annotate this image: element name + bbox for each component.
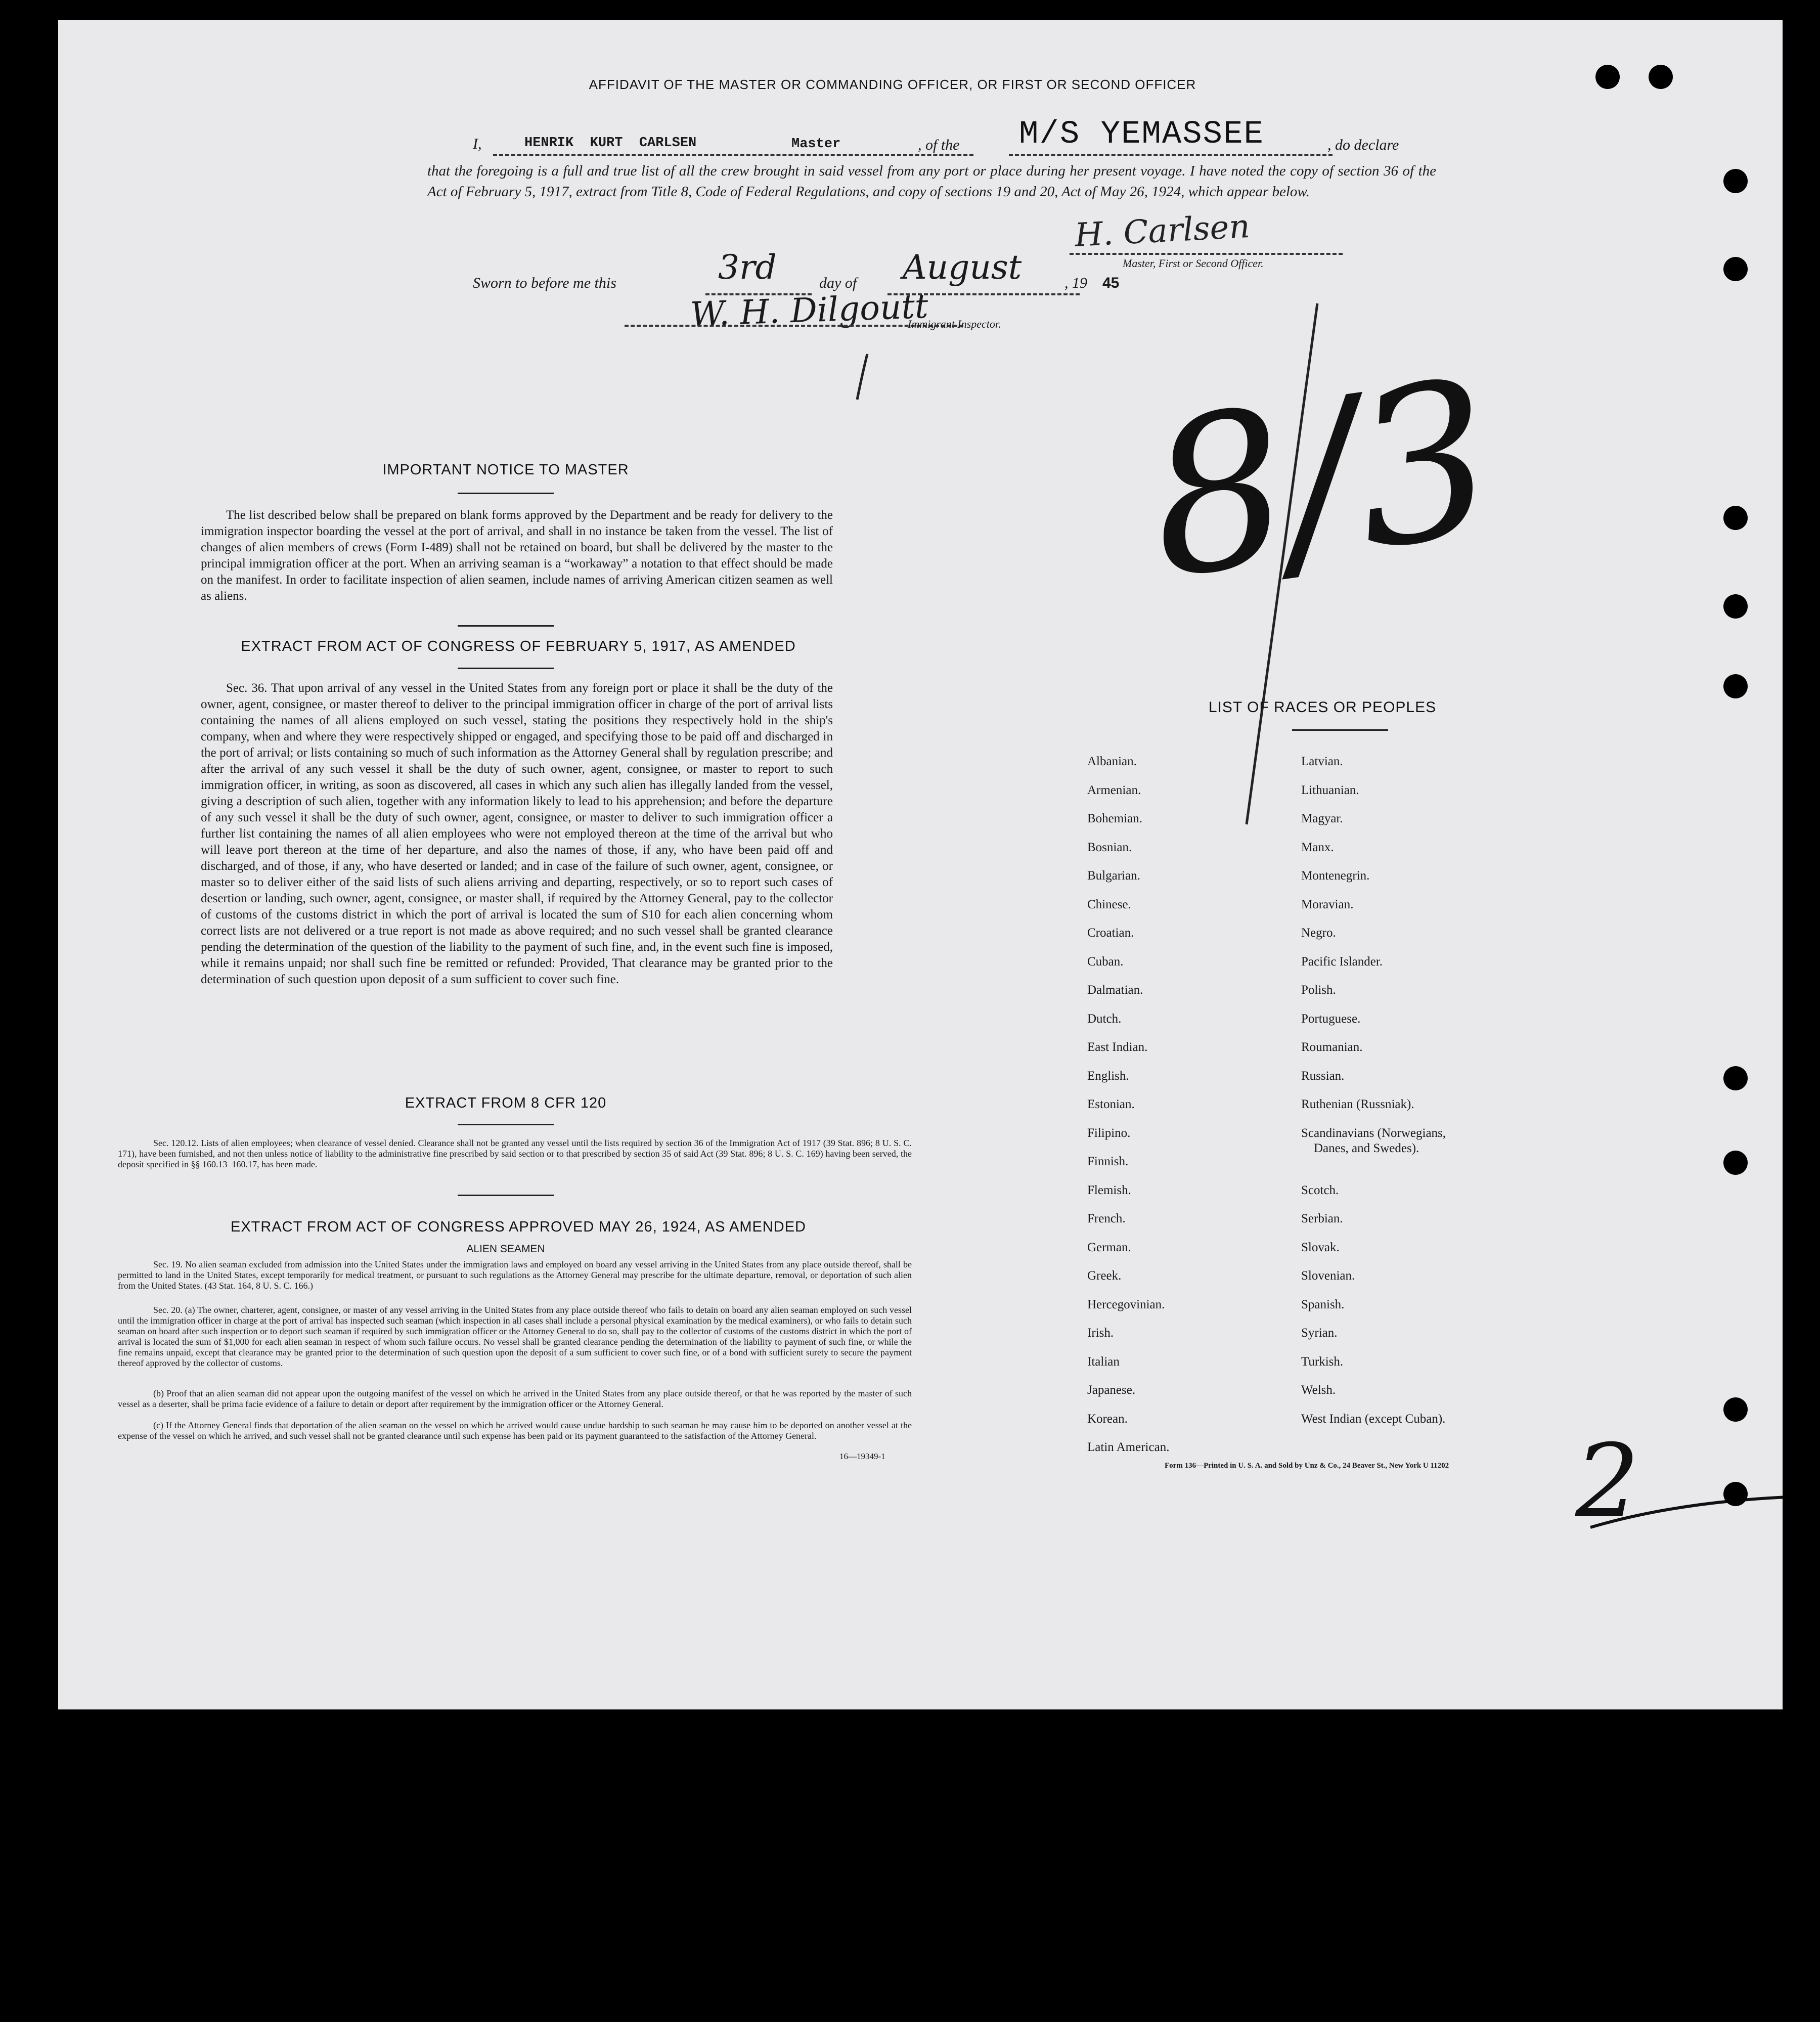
notice-heading: IMPORTANT NOTICE TO MASTER bbox=[382, 462, 629, 478]
sworn-label: Sworn to before me this bbox=[473, 275, 616, 291]
day-of-label: day of bbox=[819, 275, 857, 291]
extract-1924-heading: EXTRACT FROM ACT OF CONGRESS APPROVED MAY 26, 1924, AS AMENDED bbox=[231, 1219, 806, 1235]
race-item: Scotch. bbox=[1301, 1183, 1339, 1197]
race-item: East Indian. bbox=[1087, 1040, 1148, 1054]
race-item: Negro. bbox=[1301, 926, 1336, 940]
race-item: Italian bbox=[1087, 1354, 1120, 1369]
extract-1917-heading: EXTRACT FROM ACT OF CONGRESS OF FEBRUARY 5, 1917, AS AMENDED bbox=[241, 638, 796, 654]
manifest-page bbox=[58, 20, 1783, 1709]
master-rank: Master bbox=[791, 137, 841, 152]
race-item: Pacific Islander. bbox=[1301, 954, 1383, 969]
punch-hole-icon bbox=[1723, 257, 1748, 281]
punch-hole-icon bbox=[1723, 1397, 1748, 1422]
race-item: French. bbox=[1087, 1212, 1126, 1225]
race-item: Chinese. bbox=[1087, 897, 1131, 911]
race-item: Armenian. bbox=[1087, 783, 1141, 797]
extract-1924-subheading: ALIEN SEAMEN bbox=[466, 1243, 545, 1255]
race-item: Cuban. bbox=[1087, 954, 1124, 969]
race-item: Roumanian. bbox=[1301, 1040, 1363, 1054]
race-item: Croatian. bbox=[1087, 926, 1134, 940]
race-item: Hercegovinian. bbox=[1087, 1297, 1165, 1311]
race-item: Japanese. bbox=[1087, 1383, 1136, 1397]
sworn-month: August bbox=[903, 248, 1022, 287]
inspector-caption: Immigrant Inspector. bbox=[908, 318, 1001, 330]
punch-hole-icon bbox=[1723, 1482, 1748, 1506]
master-name: HENRIK KURT CARLSEN bbox=[524, 136, 697, 151]
race-item: Russian. bbox=[1301, 1069, 1345, 1083]
extract-1924-sec20c: (c) If the Attorney General finds that deportation of the alien seaman on the vessel on which he arrived would cause undue hardship to such seaman he may cause him to be deported on another vessel at the expense of the vessel on which he arrived, and such vessel shall not be granted clearance until such expense has been paid or its payment guaranteed to the satisfaction of the Attorney General. bbox=[118, 1420, 912, 1441]
punch-hole-icon bbox=[1723, 594, 1748, 619]
punch-hole-icon bbox=[1595, 65, 1620, 89]
race-item: Greek. bbox=[1087, 1269, 1122, 1283]
punch-hole-icon bbox=[1723, 1066, 1748, 1090]
affidavit-title: AFFIDAVIT OF THE MASTER OR COMMANDING OFFICER, OR FIRST OR SECOND OFFICER bbox=[589, 77, 1196, 92]
race-item: Finnish. bbox=[1087, 1155, 1129, 1168]
races-heading: LIST OF RACES OR PEOPLES bbox=[1208, 699, 1437, 716]
extract-1924-sec19: Sec. 19. No alien seaman excluded from admission into the United States under the immigration laws and employed on board any vessel arriving in the United States from any place outside thereof, shall be permitted to land in the United States, except temporarily for medical treatment, or pursuant to such regulations as the Attorney General may prescribe for the ultimate departure, removal, or deportation of such alien from the United States. (43 Stat. 164, 8 U. S. C. 166.) bbox=[118, 1259, 912, 1291]
race-item: Scandinavians (Norwegians, bbox=[1301, 1126, 1446, 1140]
race-item: Flemish. bbox=[1087, 1183, 1131, 1197]
notice-rule bbox=[458, 493, 554, 494]
sworn-day: 3rd bbox=[718, 248, 777, 287]
race-item: German. bbox=[1087, 1240, 1131, 1254]
notice-text: The list described below shall be prepared on blank forms approved by the Department and be ready for delivery to the immigration inspector boarding the vessel at the port of arrival, and shall in no instance be taken from the vessel. The list of changes of alien members of crews (Form I-489) shall not be retained on board, but shall be delivered by the master to the principal immigration officer at the port. When an arriving seaman is a “workaway” a notation to that effect should be made on the manifest. In order to facilitate inspection of alien seamen, include names of arriving American citizen seamen as well as aliens. bbox=[201, 508, 833, 603]
race-item: Welsh. bbox=[1301, 1383, 1336, 1397]
races-left-column bbox=[1087, 748, 1169, 1462]
declaration-text: that the foregoing is a full and true list of all the crew brought in said vessel from any port or place during her present voyage. I have noted the copy of section 36 of the Act of February 5, 1917, extract from Title 8, Code of Federal Regulations, and copy of sections 19 and 20, Act of May 26, 1924, which appear below. bbox=[427, 163, 1436, 200]
master-signature: H. Carlsen bbox=[1074, 207, 1251, 255]
race-item: Lithuanian. bbox=[1301, 783, 1359, 797]
punch-hole-icon bbox=[1723, 674, 1748, 698]
pronoun: I, bbox=[473, 136, 482, 152]
race-item: Dalmatian. bbox=[1087, 983, 1143, 997]
notice-end-rule bbox=[458, 625, 554, 627]
handwritten-tally: 8/3 bbox=[1135, 334, 1508, 627]
race-item: Bosnian. bbox=[1087, 840, 1132, 854]
race-item: Slovenian. bbox=[1301, 1269, 1355, 1283]
race-item: Slovak. bbox=[1301, 1240, 1340, 1254]
race-item: Latin American. bbox=[1087, 1440, 1170, 1454]
extract-1924-sec20a: Sec. 20. (a) The owner, charterer, agent, consignee, or master of any vessel arriving in the United States from any place outside thereof who fails to detain on board any alien seaman employed on such vessel until the immigration officer in charge at the port of arrival has inspected such seaman (which inspection in all cases shall include a personal physical examination by the medical examiners), or who fails to detain such seaman on board after such inspection or to deport such seaman if required by such immigration officer or the Attorney General to do so, shall pay to the collector of customs of the customs district in which the port of arrival is located the sum of $1,000 for each alien seaman in respect of whom such failure occurs. No vessel shall be granted clearance pending the determination of the liability to payment of such fine, or while the fine remains unpaid, except that clearance may be granted prior to the determination of such question upon the deposit of a sum sufficient to cover such fine, or of a bond with sufficient surety to secure the payment thereof approved by the collector of customs. bbox=[118, 1305, 912, 1368]
punch-hole-icon bbox=[1723, 1151, 1748, 1175]
race-item: Dutch. bbox=[1087, 1012, 1122, 1026]
vessel-name: M/S YEMASSEE bbox=[1019, 116, 1264, 153]
race-item: Ruthenian (Russniak). bbox=[1301, 1097, 1414, 1111]
extract-1924-sec20b: (b) Proof that an alien seaman did not appear upon the outgoing manifest of the vessel on which he arrived in the United States from any place outside thereof, or that he was reported by the master of such vessel as a deserter, shall be prima facie evidence of a failure to detain or deport after requirement by the immigration officer or the Attorney General. bbox=[118, 1388, 912, 1409]
vessel-underline bbox=[1009, 154, 1333, 156]
races-rule bbox=[1292, 729, 1388, 731]
race-item: Korean. bbox=[1087, 1412, 1128, 1426]
race-item: Magyar. bbox=[1301, 812, 1343, 825]
race-item: Danes, and Swedes). bbox=[1314, 1141, 1419, 1155]
race-item: Manx. bbox=[1301, 840, 1334, 854]
extract-1917-text: Sec. 36. That upon arrival of any vessel in the United States from any foreign port or place it shall be the duty of the owner, agent, consignee, or master thereof to deliver to the principal immigration officer in charge of the port of arrival lists containing the names of all aliens employed on such vessel, stating the positions they respectively hold in the ship's company, when and where they were respectively shipped or engaged, and specifying those to be paid off and discharged in the port of arrival; or lists containing so much of such information as the Attorney General shall by regulation prescribe; and after the arrival of any such vessel it shall be the duty of such owner, agent, consignee, or master to report to such immigration officer, in writing, as soon as discovered, all cases in which any such alien has illegally landed from the vessel, giving a description of such alien, together with any information likely to lead to his apprehension; and before the departure of any such vessel it shall be the duty of such owner, agent, consignee, or master to deliver to such immigration officer a further list containing the names of all alien employees who were not employed thereon at the time of the arrival but who will leave port thereon at the time of her departure, and also the names of those, if any, who have been paid off and discharged, and of those, if any, who have deserted or landed; and in case of the failure of such owner, agent, consignee, or master so to deliver either of the said lists of such aliens arriving and departing, respectively, or so to report such cases of desertion or landing, such owner, agent, consignee, or master shall, if required by the Attorney General, pay to the collector of customs of the customs district in which the port of arrival is located the sum of $10 for each alien concerning whom correct lists are not delivered or a true report is not made as above required; and no such vessel shall be granted clearance pending the determination of the question of the liability to the payment of such fine, and, in the event such fine is imposed, while it remains unpaid; nor shall such fine be remitted or refunded: Provided, That clearance may be granted prior to the determination of such question upon deposit of a sum sufficient to cover such fine. bbox=[201, 681, 833, 986]
race-item: West Indian (except Cuban). bbox=[1301, 1412, 1446, 1426]
races-right-column bbox=[1301, 748, 1446, 1433]
race-item: Polish. bbox=[1301, 983, 1336, 997]
do-declare-label: , do declare bbox=[1327, 137, 1399, 153]
race-item: English. bbox=[1087, 1069, 1129, 1083]
extract-cfr-heading: EXTRACT FROM 8 CFR 120 bbox=[405, 1095, 607, 1111]
race-item: Bulgarian. bbox=[1087, 869, 1140, 883]
punch-hole-icon bbox=[1649, 65, 1673, 89]
punch-hole-icon bbox=[1723, 169, 1748, 193]
extract-cfr-end-rule bbox=[458, 1195, 554, 1196]
race-item: Latvian. bbox=[1301, 755, 1343, 768]
race-item: Filipino. bbox=[1087, 1126, 1131, 1140]
page-mark: 2 bbox=[1575, 1423, 1640, 1541]
race-item: Montenegrin. bbox=[1301, 869, 1370, 883]
signature-line bbox=[1070, 253, 1343, 255]
race-item: Bohemian. bbox=[1087, 812, 1143, 825]
of-the-label: , of the bbox=[918, 137, 960, 153]
race-item: Turkish. bbox=[1301, 1354, 1344, 1369]
race-item: Estonian. bbox=[1087, 1097, 1135, 1111]
year-suffix: 45 bbox=[1102, 275, 1120, 291]
race-item: Irish. bbox=[1087, 1326, 1114, 1340]
punch-hole-icon bbox=[1723, 506, 1748, 530]
signature-caption: Master, First or Second Officer. bbox=[1123, 257, 1264, 270]
inspector-signature: W. H. Dilgoutt bbox=[689, 286, 929, 334]
year-prefix: , 19 bbox=[1064, 275, 1087, 291]
printer-line: Form 136—Printed in U. S. A. and Sold by Unz & Co., 24 Beaver St., New York U 11202 bbox=[1165, 1462, 1449, 1470]
race-item: Serbian. bbox=[1301, 1212, 1343, 1225]
extract-cfr-text: Sec. 120.12. Lists of alien employees; when clearance of vessel denied. Clearance shall not be granted any vessel until the lists required by section 36 of the Immigration Act of 1917 (39 Stat. 896; 8 U. S. C. 171), have been furnished, and not then unless notice of liability to the administrative fine prescribed by said section or to that prescribed by section 35 of said Act (39 Stat. 896; 8 U. S. C. 169) having been served, the deposit specified in §§ 160.13–160.17, has been made. bbox=[118, 1138, 912, 1169]
extract-cfr-rule bbox=[458, 1124, 554, 1125]
form-code: 16—19349-1 bbox=[839, 1452, 885, 1461]
race-item: Portuguese. bbox=[1301, 1012, 1361, 1026]
race-item: Moravian. bbox=[1301, 897, 1354, 911]
race-item: Syrian. bbox=[1301, 1326, 1338, 1340]
extract-1917-rule bbox=[458, 668, 554, 669]
race-item: Spanish. bbox=[1301, 1297, 1345, 1311]
race-item: Albanian. bbox=[1087, 755, 1137, 768]
name-underline bbox=[493, 154, 973, 156]
